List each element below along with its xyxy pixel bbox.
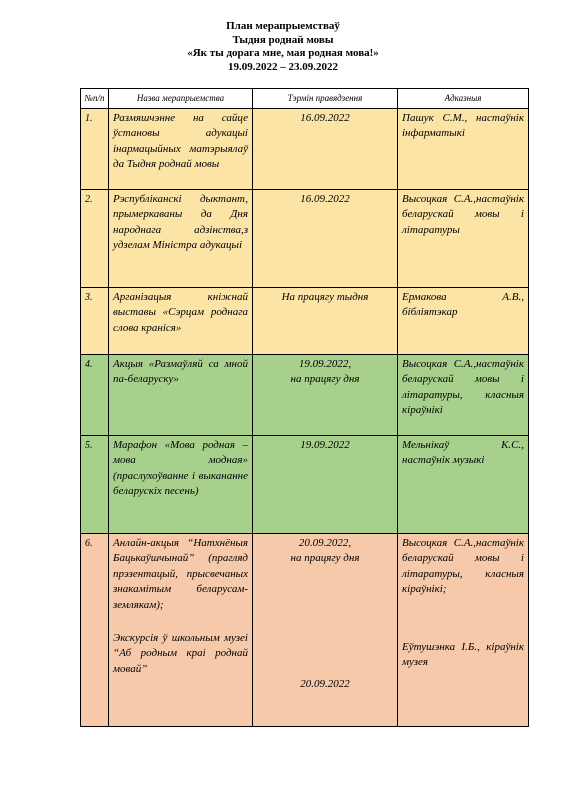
spacer [402,598,524,640]
event-date-note: на працягу дня [290,373,360,386]
event-name: Рэспубліканскі дыктант, прымеркаваны да Дня народнага адзінства,з удзелам Міністра адукацыі [109,190,253,288]
column-header-date: Тэрмін правядзення [253,89,398,109]
event-responsible-online: Высоцкая С.А.,настаўнік беларускай мовы і літаратуры, класныя кіраўнікі; [402,537,524,596]
event-responsible: Высоцкая С.А.,настаўнік беларускай мовы і літаратуры, класныя кіраўнікі [398,355,529,436]
event-responsible: Пашук С.М., настаўнік інфарматыкі [398,109,529,190]
events-table [80,88,529,727]
event-name: Арганізацыя кніжнай выставы «Сэрцам роднага слова кранiся» [109,288,253,355]
row-number: 2. [81,190,109,288]
event-name [109,534,253,727]
event-name: Марафон «Мова родная – мова модная» (праслухоўванне і выкананне беларускіх песень) [109,436,253,534]
event-date: На працягу тыдня [253,288,398,355]
event-date [253,534,398,727]
event-name: Акцыя «Размаўляй са мной па-беларуску» [109,355,253,436]
column-header-responsible: Адказныя [398,89,529,109]
event-date-value: 20.09.2022, [298,537,352,549]
header-title: План мерапрыемстваў [226,20,340,32]
event-name: Размяшчэнне на сайце ўстановы адукацыі інармацыйных матэрыялаў да Тыдня роднай мовы [109,109,253,190]
event-responsible-excursion: Еўтушэнка І.Б., кіраўнік музея [402,640,524,669]
event-date: 16.09.2022 [253,109,398,190]
event-date: 19.09.2022 [253,436,398,534]
document-header [0,20,566,74]
row-number: 5. [81,436,109,534]
event-date [253,355,398,436]
spacer [257,567,393,677]
event-date-excursion: 20.09.2022 [300,677,350,690]
row-number: 1. [81,109,109,190]
event-responsible [398,534,529,727]
row-number: 4. [81,355,109,436]
event-name-excursion: Экскурсія ў школьным музеі “Аб родным краі роднай мовай” [113,632,248,675]
table-row [81,190,529,288]
header-dates: 19.09.2022 – 23.09.2022 [228,60,338,73]
table-row [81,109,529,190]
event-date-note: на працягу дня [290,552,360,565]
column-header-number: №п/п [81,89,109,109]
event-name-online: Анлайн-акцыя “Натхнёныя Бацькаўшчынай” (прагляд прэзентацый, прысвечаных знакамітым беларусам-землякам); [113,537,248,611]
table-row [81,436,529,534]
event-date-value: 19.09.2022, [298,358,352,370]
event-date: 16.09.2022 [253,190,398,288]
event-responsible: Высоцкая С.А.,настаўнік беларускай мовы і літаратуры [398,190,529,288]
column-header-event: Назва мерапрыемства [109,89,253,109]
header-motto: «Як ты дорага мне, мая родная мова!» [187,47,379,59]
row-number: 6. [81,534,109,727]
table-row [81,534,529,727]
spacer [113,613,248,631]
event-responsible: Ермакова А.В., бібліятэкар [398,288,529,355]
event-responsible: Мельнікаў К.С., настаўнік музыкі [398,436,529,534]
table-row [81,288,529,355]
row-number: 3. [81,288,109,355]
header-subtitle: Тыдня роднай мовы [232,33,334,46]
table-row [81,355,529,436]
table-header-row [81,89,529,109]
